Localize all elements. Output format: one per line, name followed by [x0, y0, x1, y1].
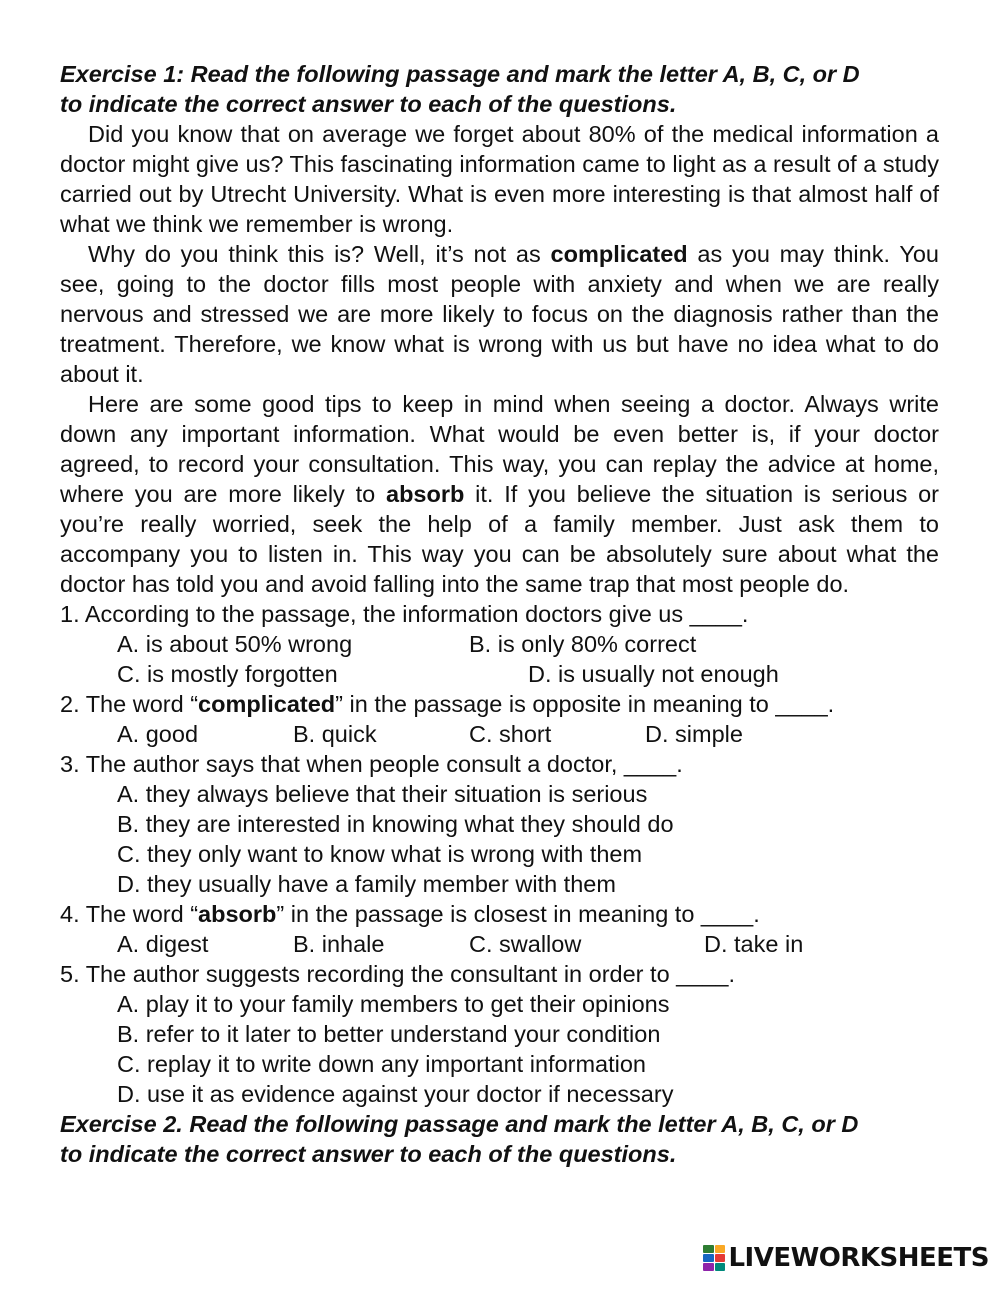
q2-option-a[interactable]: A. good — [117, 721, 199, 747]
q2-option-c[interactable]: C. short — [469, 721, 552, 747]
q3-option-b[interactable]: B. they are interested in knowing what they should do — [117, 811, 674, 837]
paragraph-3-text-b: it. If you believe the situation is serious or you’re really worried, seek the help of a family member. Just ask them to accompany you to listen in. This way you can be absolutely sure about what the doctor has told you and avoid falling into the same trap that most people do. — [60, 481, 940, 597]
q2-text-post: ” in the passage is opposite in meaning to ____. — [335, 691, 835, 717]
question-1-options-row2 — [60, 659, 939, 689]
question-5: 5. The author suggests recording the consultant in order to ____. — [60, 961, 735, 987]
q1-option-d[interactable]: D. is usually not enough — [528, 661, 779, 687]
q1-option-c[interactable]: C. is mostly forgotten — [117, 661, 338, 687]
question-4 — [60, 899, 939, 929]
bold-word-absorb: absorb — [386, 481, 465, 507]
q4-option-b[interactable]: B. inhale — [293, 931, 385, 957]
q5-option-a[interactable]: A. play it to your family members to get their opinions — [117, 991, 670, 1017]
paragraph-3-text-a: Here are some good tips to keep in mind when seeing a doctor. Always write down any important information. What would be even better is, if your doctor agreed, to record your consultation. This way, you can replay the advice at home, where you are more likely to — [60, 391, 939, 507]
question-2 — [60, 689, 939, 719]
passage-paragraph-3 — [60, 389, 939, 599]
q3-option-c[interactable]: C. they only want to know what is wrong with them — [117, 841, 643, 867]
question-1: 1. According to the passage, the information doctors give us ____. — [60, 601, 749, 627]
q3-option-d[interactable]: D. they usually have a family member with them — [117, 871, 616, 897]
logo-tile-2 — [715, 1245, 726, 1253]
q4-option-d[interactable]: D. take in — [704, 931, 804, 957]
q4-text-post: ” in the passage is closest in meaning to ____. — [276, 901, 760, 927]
liveworksheets-logo — [703, 1242, 989, 1274]
q2-text-pre: 2. The word “ — [60, 691, 199, 717]
exercise2-heading-line1: Exercise 2. Read the following passage and mark the letter A, B, C, or D — [60, 1111, 859, 1137]
q5-option-b[interactable]: B. refer to it later to better understand your condition — [117, 1021, 661, 1047]
logo-tile-6 — [715, 1263, 726, 1271]
logo-tile-4 — [715, 1254, 726, 1262]
liveworksheets-logo-text: LIVEWORKSHEETS — [728, 1243, 989, 1273]
worksheet-page — [60, 59, 939, 1169]
passage-paragraph-1: Did you know that on average we forget about 80% of the medical information a doctor might give us? This fascinating information came to light as a result of a study carried out by Utrecht University. What is even more interesting is that almost half of what we think we remember is wrong. — [60, 121, 939, 237]
bold-word-complicated: complicated — [550, 241, 688, 267]
paragraph-2-text-a: Why do you think this is? Well, it’s not as — [88, 241, 551, 267]
q1-option-a[interactable]: A. is about 50% wrong — [117, 631, 353, 657]
liveworksheets-logo-icon — [703, 1245, 725, 1271]
q5-option-c[interactable]: C. replay it to write down any important information — [117, 1051, 646, 1077]
q2-option-b[interactable]: B. quick — [293, 721, 377, 747]
q2-option-d[interactable]: D. simple — [645, 721, 743, 747]
paragraph-2-text-b: as you may think. You see, going to the doctor fills most people with anxiety and when we are really nervous and stressed we are more likely to focus on the diagnosis rather than the treatment. Therefore, we know what is wrong with us but have no idea what to do about it. — [60, 241, 939, 387]
logo-tile-3 — [703, 1254, 714, 1262]
q4-option-a[interactable]: A. digest — [117, 931, 209, 957]
question-3: 3. The author says that when people consult a doctor, ____. — [60, 751, 683, 777]
exercise1-heading-line1: Exercise 1: Read the following passage and mark the letter A, B, C, or D — [60, 61, 860, 87]
q4-option-c[interactable]: C. swallow — [469, 931, 582, 957]
logo-tile-5 — [703, 1263, 714, 1271]
exercise2-heading-line2: to indicate the correct answer to each of the questions. — [60, 1141, 677, 1167]
passage-paragraph-2 — [60, 239, 939, 389]
q4-text-pre: 4. The word “ — [60, 901, 199, 927]
q2-bold-word: complicated — [198, 691, 336, 717]
q1-option-b[interactable]: B. is only 80% correct — [469, 631, 697, 657]
q3-option-a[interactable]: A. they always believe that their situation is serious — [117, 781, 648, 807]
exercise1-heading-line2: to indicate the correct answer to each of the questions. — [60, 91, 677, 117]
q4-bold-word: absorb — [198, 901, 277, 927]
logo-tile-1 — [703, 1245, 714, 1253]
question-1-options-row1 — [60, 629, 939, 659]
question-4-options — [60, 929, 939, 959]
question-2-options — [60, 719, 939, 749]
q5-option-d[interactable]: D. use it as evidence against your doctor if necessary — [117, 1081, 674, 1107]
